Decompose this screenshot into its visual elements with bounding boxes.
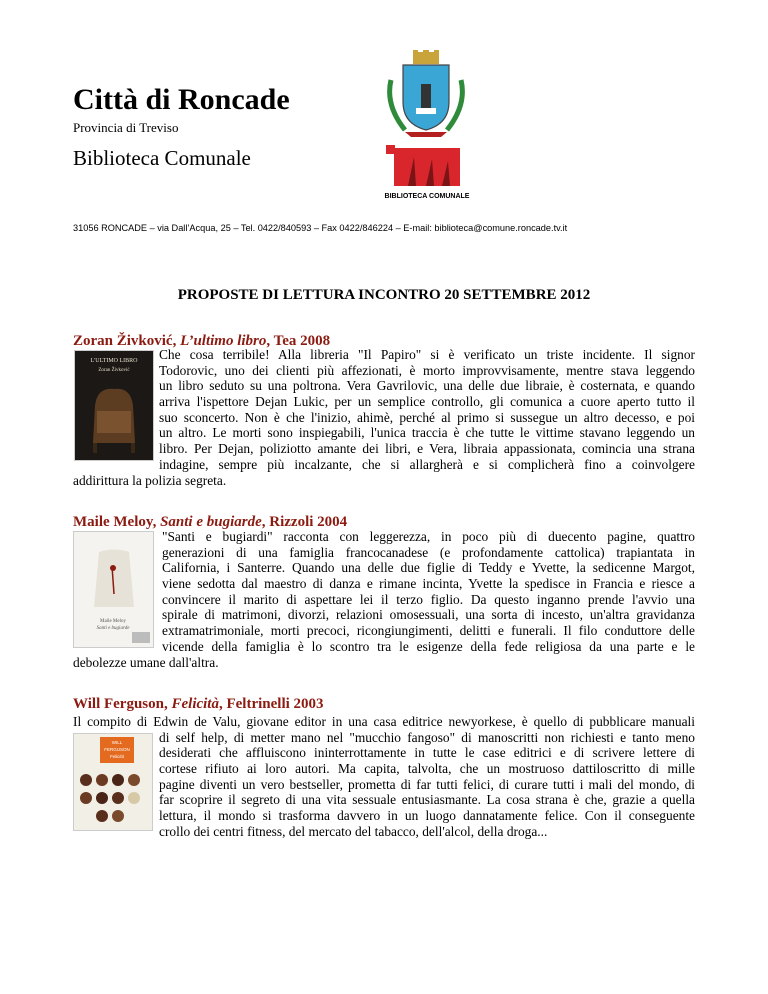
city-name: Città di Roncade (73, 83, 290, 116)
cover-text: WILL (111, 740, 123, 745)
description-line: Il compito di Edwin de Valu, giovane editor in una casa editrice newyorkese, è quello di pubblicare manuali (73, 714, 695, 729)
library-logo-text: BIBLIOTECA COMUNALE (384, 193, 470, 200)
description-line: desiderati che affluiscono ininterrottamente in tutte le case editrici e di scrivere lettere di (159, 745, 695, 761)
description-line: "Santi e bugiardi" racconta con leggerezza, in poco più di duecento pagine, quattro (162, 529, 695, 544)
book-author: Will Ferguson (73, 696, 164, 712)
description-line: un altro. Le morti sono inspiegabili, l'unica traccia è che tutte le vittime stavano leggendo un (159, 425, 695, 441)
contact-line: 31056 RONCADE – via Dall’Acqua, 25 – Tel. 0422/840593 – Fax 0422/846224 – E-mail: biblioteca@comune.roncade.tv.it (73, 223, 568, 233)
description-line: spirale di matrimoni, divorzi, relazioni omosessuali, una sorta di incesto, un'altra gravidanza (162, 607, 695, 623)
cover-text: FERGUSON (104, 747, 130, 752)
description-line: libro. Per Dejan, poliziotto amante dei libri, e Vera, libraia appassionata, comincia una strana (159, 441, 695, 457)
book-title: Felicità (171, 696, 219, 712)
cover-author-text: Maile Meloy (100, 619, 126, 624)
book-title: L’ultimo libro (180, 333, 267, 349)
book-description-first (73, 714, 695, 730)
description-line: indagine, sempre più incalzante, che si allargherà e si complicherà fino a coinvolgere (159, 456, 695, 472)
book-publisher: Rizzoli 2004 (269, 514, 348, 530)
description-line: un libro seduto su una poltrona. Vera Gavrilovic, una delle due libraie, è costernata, e quando (159, 378, 695, 394)
description-line: Che cosa terribile! Alla libreria "Il Papiro" si è verificato un triste incidente. Il signor (159, 347, 695, 362)
library-logo (384, 145, 470, 202)
coat-of-arms-logo (383, 50, 469, 138)
cover-author-text: Zoran Živković (98, 368, 130, 373)
book-author: Zoran Živković (73, 333, 173, 349)
description-line: di self help, di metter mano nel "mucchio fangoso" di manoscritti non richiesti e tanto meno (159, 729, 695, 745)
description-line: lettura, il mondo si trasforma davvero in un luogo dannatamente felice. Con il conseguente (159, 808, 695, 824)
description-line: convincere il marito di aspettare lei il terzo figlio. Da questo inganno prende l'avvio una (162, 591, 695, 607)
description-line: extramatrimoniale, morti precoci, ricongiungimenti, delitti e funerali. Il filo conduttore delle (162, 623, 695, 639)
description-line: viene sedotta dal maestro di danza e rimane incinta, Yvette la spedisce in Francia e riesce a (162, 576, 695, 592)
description-line: far scoprire il segreto di una vita sessuale entusiasmante. La cosa strana è che, grazie a quella (159, 792, 695, 808)
description-line: addirittura la polizia segreta. (73, 472, 227, 488)
description-line: pagine diventi un vero bestseller, prometta di far tutti felici, di curare tutti i mali del mondo, di (159, 776, 695, 792)
cover-title-text: Santi e bugiarde (96, 626, 130, 631)
description-line: arriva l'ispettore Dejan Lukic, per un semplice controllo, gli comunica a cuore aperto tutto il (159, 394, 695, 410)
page-headline: PROPOSTE DI LETTURA INCONTRO 20 SETTEMBRE 2012 (177, 287, 591, 303)
book-description (159, 347, 695, 473)
book-heading: Will Ferguson, Felicità, Feltrinelli 2003 (73, 696, 324, 712)
book-author: Maile Meloy (73, 514, 153, 530)
province-name: Provincia di Treviso (73, 120, 179, 135)
cover-text: Felicità (109, 754, 125, 759)
library-name: Biblioteca Comunale (73, 146, 251, 170)
description-line: generazioni di una famiglia francocanadese (e profondamente cattolica) trapiantata in (162, 544, 695, 560)
description-line: cortese rifiuto ai loro autori. Ma capita, talvolta, che un mostruoso dattiloscritto di mille (159, 761, 695, 777)
description-line: crollo dei centri fitness, del mercato del tabacco, dell'alcol, della droga... (159, 823, 548, 839)
book-description-tail (73, 473, 695, 489)
book-cover-image (73, 531, 154, 648)
book-description (162, 529, 695, 655)
book-heading: Maile Meloy, Santi e bugiarde, Rizzoli 2004 (73, 514, 348, 530)
book-cover-image (74, 350, 154, 461)
description-line: Todorovic, uno dei clienti più affezionati, è morto improvvisamente, mentre stava leggendo (159, 362, 695, 378)
description-line: debolezze umane dall'altra. (73, 654, 219, 670)
description-line: suo sconcerto. Non è che l'inizio, ahimè, perché al primo si sussegue un altro decesso, e poi (159, 409, 695, 425)
book-description (159, 730, 695, 840)
description-line: California, i Santerre. Quando una delle due figlie di Teddy e Yvette, la sedicenne Margot, (162, 560, 695, 576)
cover-title-text: L'ULTIMO LIBRO (90, 358, 138, 364)
description-line: vicende della famiglia è lo scontro tra le esigenze della fede religiosa da una parte e le (162, 638, 695, 654)
book-title: Santi e bugiarde (160, 514, 262, 530)
book-description-tail (73, 655, 695, 671)
book-cover-image (73, 733, 153, 831)
book-publisher: Feltrinelli 2003 (226, 696, 324, 712)
book-publisher: Tea 2008 (273, 333, 331, 349)
book-heading: Zoran Živković, L’ultimo libro, Tea 2008 (73, 333, 331, 349)
